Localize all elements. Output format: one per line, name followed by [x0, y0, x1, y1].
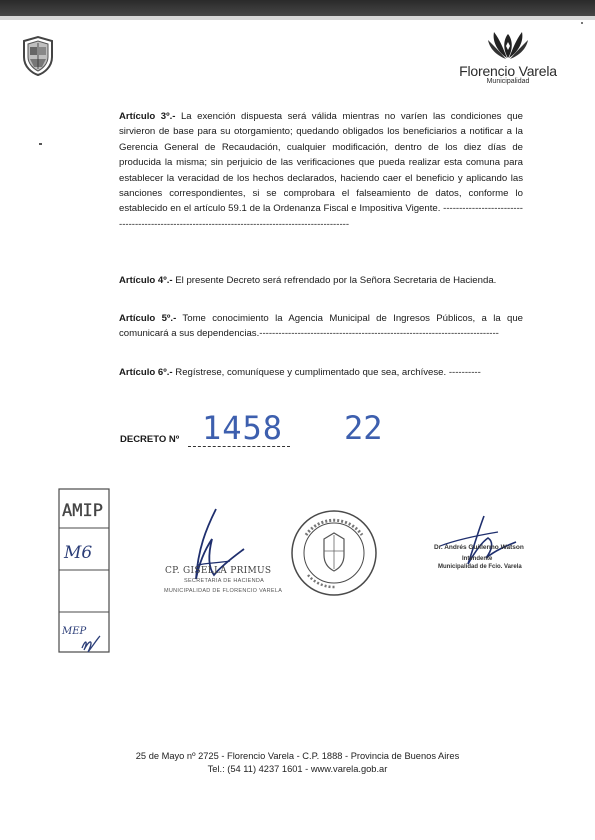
footer-contact: Tel.: (54 11) 4237 1601 - www.varela.gob.ar [207, 764, 388, 774]
mayor-signature [438, 512, 518, 572]
secretary-stamp-municipality: MUNICIPALIDAD DE FLORENCIO VARELA [164, 588, 283, 594]
logo-flower-icon [486, 30, 530, 62]
scan-top-edge [0, 16, 595, 20]
article-5-heading: Artículo 5º.- [119, 313, 177, 324]
article-4 [119, 273, 523, 288]
article-3-text: La exención dispuesta será válida mientras no varíen las condiciones que sirvieron de base para su otorgamiento; quedando obligados los beneficiarios a notificar a la Gerencia General de Recaudación, cualquier modificación, dentro de los diez días de producida la misma; sin perjuicio de las verificaciones que pueda realizar esta comuna para establecer la veracidad de los hechos declarados, haciendo caer el beneficio y aplicando las sanciones correspondientes, si se comprobara el falseamiento de datos, conforme lo establecido en el artículo 59.1 de la Ordenanza Fiscal e Impositiva Vigente. ------------------------------------------------------------------------------------------------- [119, 111, 523, 230]
scan-speck [581, 22, 583, 24]
logo-subtitle: Municipalidad [486, 78, 530, 85]
article-5 [119, 311, 523, 342]
article-4-text: El presente Decreto será refrendado por la Señora Secretaria de Hacienda. [172, 275, 497, 286]
municipal-crest-icon [20, 35, 56, 77]
secretary-stamp-name: CP. GISELLA PRIMUS [165, 566, 272, 576]
article-6-text: Regístrese, comuníquese y cumplimentado que sea, archívese. ---------- [172, 367, 481, 378]
article-5-text: Tome conocimiento la Agencia Municipal de Ingresos Públicos, a la que comunicará a sus dependencias.--------------------------------------------------------------------------- [119, 313, 523, 340]
amip-stamp-title: AMIP [62, 501, 103, 521]
florencio-varela-logo [452, 30, 564, 90]
footer-address: 25 de Mayo nº 2725 - Florencio Varela - C.P. 1888 - Provincia de Buenos Aires [135, 751, 460, 761]
decree-year-stamp: 22 [344, 409, 383, 447]
article-3 [119, 109, 523, 232]
mayor-name: Dr. Andrés Guillermo Watson [434, 544, 524, 551]
article-6-heading: Artículo 6º.- [119, 367, 173, 378]
logo-name: Florencio Varela [459, 63, 557, 79]
article-4-heading: Artículo 4º.- [119, 275, 173, 286]
municipal-round-seal [286, 505, 382, 601]
mayor-municipality: Municipalidad de Fcio. Varela [438, 564, 522, 570]
decree-number-stamp: 1458 [202, 409, 284, 447]
article-3-heading: Artículo 3º.- [119, 111, 176, 122]
decree-label: DECRETO Nº [120, 434, 180, 445]
secretary-stamp-title: SECRETARIA DE HACIENDA [184, 578, 265, 584]
scan-speck [39, 143, 42, 145]
amip-stamp [58, 488, 110, 653]
mayor-title: Intendente [462, 556, 493, 562]
amip-handwritten-mark: MEP [62, 626, 87, 637]
amip-handwritten-mark: M6 [64, 543, 93, 563]
article-6 [119, 365, 523, 380]
